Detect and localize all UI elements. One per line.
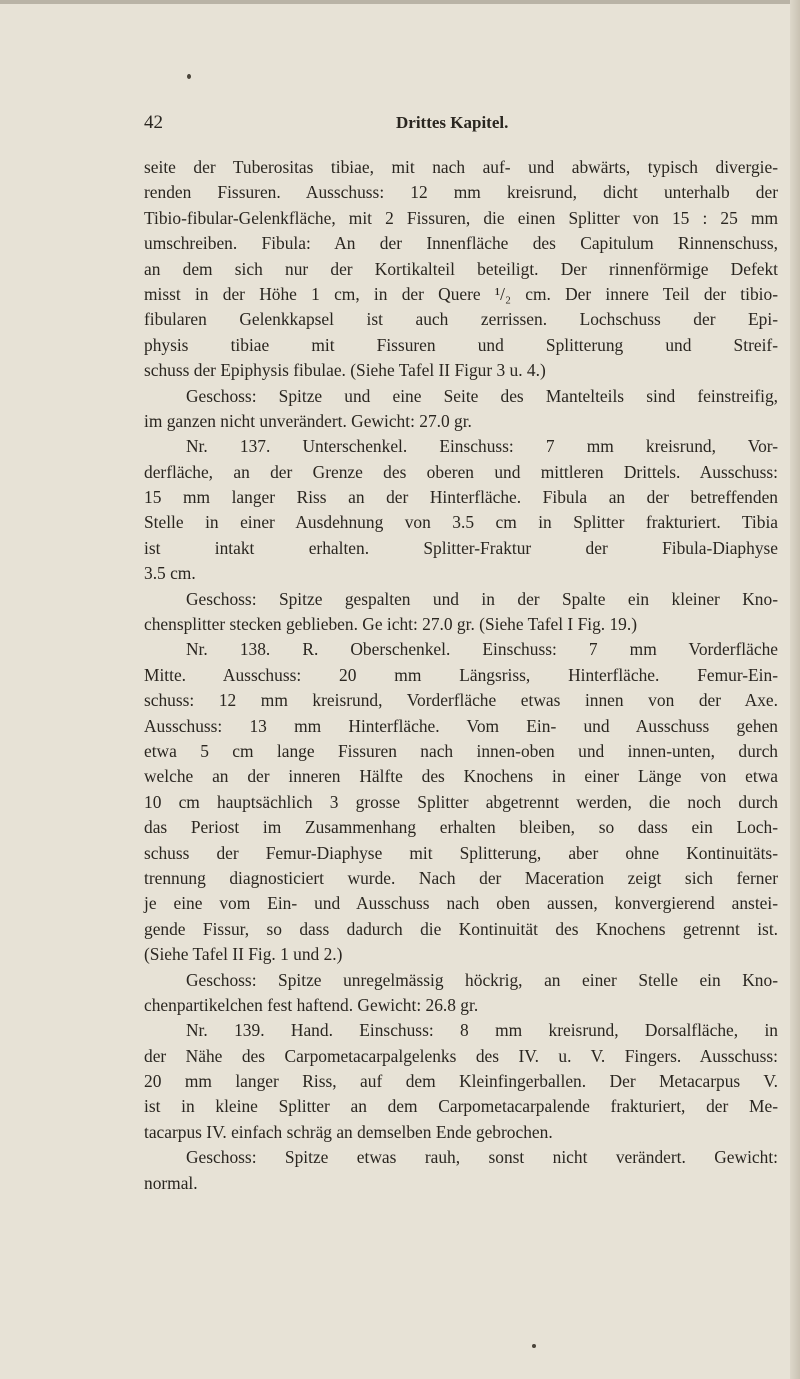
text-line: physis tibiae mit Fissuren und Splitterung und Streif- bbox=[144, 334, 778, 355]
text-line: normal. bbox=[144, 1172, 198, 1193]
text-line: Nr. 139. Hand. Einschuss: 8 mm kreisrund, Dorsalfläche, in bbox=[186, 1020, 778, 1041]
text-line: ist intakt erhalten. Splitter-Fraktur der Fibula-Diaphyse bbox=[144, 537, 778, 558]
text-line: Stelle in einer Ausdehnung von 3.5 cm in Splitter frakturiert. Tibia bbox=[144, 512, 778, 533]
ink-speck bbox=[532, 1344, 536, 1348]
text-line: trennung diagnosticiert wurde. Nach der Maceration zeigt sich ferner bbox=[144, 867, 778, 888]
text-line: schuss: 12 mm kreisrund, Vorderfläche etwas innen von der Axe. bbox=[144, 690, 778, 711]
page-header bbox=[144, 112, 778, 138]
body-text bbox=[144, 155, 778, 1196]
text-line: derfläche, an der Grenze des oberen und mittleren Drittels. Ausschuss: bbox=[144, 461, 778, 482]
text-line: tacarpus IV. einfach schräg an demselben Ende gebrochen. bbox=[144, 1121, 553, 1142]
page-top-edge bbox=[0, 0, 800, 4]
text-line: Geschoss: Spitze gespalten und in der Spalte ein kleiner Kno- bbox=[186, 588, 778, 609]
text-line: seite der Tuberositas tibiae, mit nach auf- und abwärts, typisch divergie- bbox=[144, 157, 778, 177]
text-line: an dem sich nur der Kortikalteil beteiligt. Der rinnenförmige Defekt bbox=[144, 258, 778, 279]
text-line: 15 mm langer Riss an der Hinterfläche. Fibula an der betreffenden bbox=[144, 487, 778, 508]
text-line: Nr. 138. R. Oberschenkel. Einschuss: 7 mm Vorderfläche bbox=[186, 639, 778, 660]
text-line: 3.5 cm. bbox=[144, 563, 196, 584]
ink-speck bbox=[187, 74, 191, 79]
page-right-edge bbox=[790, 0, 800, 1379]
text-line: ist in kleine Splitter an dem Carpometacarpalende frakturiert, der Me- bbox=[144, 1096, 778, 1117]
text-line: (Siehe Tafel II Fig. 1 und 2.) bbox=[144, 944, 343, 965]
text-line: chenpartikelchen fest haftend. Gewicht: 26.8 gr. bbox=[144, 994, 479, 1015]
text-line: welche an der inneren Hälfte des Knochens in einer Länge von etwa bbox=[144, 766, 778, 787]
text-line: schuss der Epiphysis fibulae. (Siehe Tafel II Figur 3 u. 4.) bbox=[144, 360, 546, 381]
text-line: umschreiben. Fibula: An der Innenfläche des Capitulum Rinnenschuss, bbox=[144, 233, 778, 254]
text-line: Tibio-fibular-Gelenkfläche, mit 2 Fissuren, die einen Splitter von 15 : 25 mm bbox=[144, 207, 778, 228]
text-line: Geschoss: Spitze unregelmässig höckrig, an einer Stelle ein Kno- bbox=[186, 969, 778, 990]
text-line: Nr. 137. Unterschenkel. Einschuss: 7 mm kreisrund, Vor- bbox=[186, 436, 778, 457]
text-line: Mitte. Ausschuss: 20 mm Längsriss, Hinterfläche. Femur-Ein- bbox=[144, 664, 778, 685]
text-line: chensplitter stecken geblieben. Ge icht: 27.0 gr. (Siehe Tafel I Fig. 19.) bbox=[144, 614, 637, 635]
text-line: 10 cm hauptsächlich 3 grosse Splitter abgetrennt werden, die noch durch bbox=[144, 791, 778, 812]
text-line: etwa 5 cm lange Fissuren nach innen-oben und innen-unten, durch bbox=[144, 740, 778, 761]
text-line: renden Fissuren. Ausschuss: 12 mm kreisrund, dicht unterhalb der bbox=[144, 182, 778, 203]
text-line: der Nähe des Carpometacarpalgelenks des IV. u. V. Fingers. Ausschuss: bbox=[144, 1045, 778, 1066]
text-line: gende Fissur, so dass dadurch die Kontinuität des Knochens getrennt ist. bbox=[144, 918, 778, 939]
text-line: Geschoss: Spitze etwas rauh, sonst nicht verändert. Gewicht: bbox=[186, 1147, 778, 1168]
text-line: 20 mm langer Riss, auf dem Kleinfingerballen. Der Metacarpus V. bbox=[144, 1071, 778, 1092]
text-line: im ganzen nicht unverändert. Gewicht: 27.0 gr. bbox=[144, 410, 472, 431]
page-number: 42 bbox=[144, 112, 163, 133]
text-line: schuss der Femur-Diaphyse mit Splitterung, aber ohne Kontinuitäts- bbox=[144, 842, 778, 863]
text-line: Ausschuss: 13 mm Hinterfläche. Vom Ein- und Ausschuss gehen bbox=[144, 715, 778, 736]
text-line: fibularen Gelenkkapsel ist auch zerrissen. Lochschuss der Epi- bbox=[144, 309, 778, 330]
text-line: je eine vom Ein- und Ausschuss nach oben aussen, konvergierend anstei- bbox=[144, 893, 778, 914]
text-line: misst in der Höhe 1 cm, in der Quere ¹/₂ cm. Der innere Teil der tibio- bbox=[144, 283, 778, 304]
running-title: Drittes Kapitel. bbox=[396, 113, 509, 132]
text-line: das Periost im Zusammenhang erhalten bleiben, so dass ein Loch- bbox=[144, 817, 778, 838]
text-line: Geschoss: Spitze und eine Seite des Mantelteils sind feinstreifig, bbox=[186, 385, 778, 406]
